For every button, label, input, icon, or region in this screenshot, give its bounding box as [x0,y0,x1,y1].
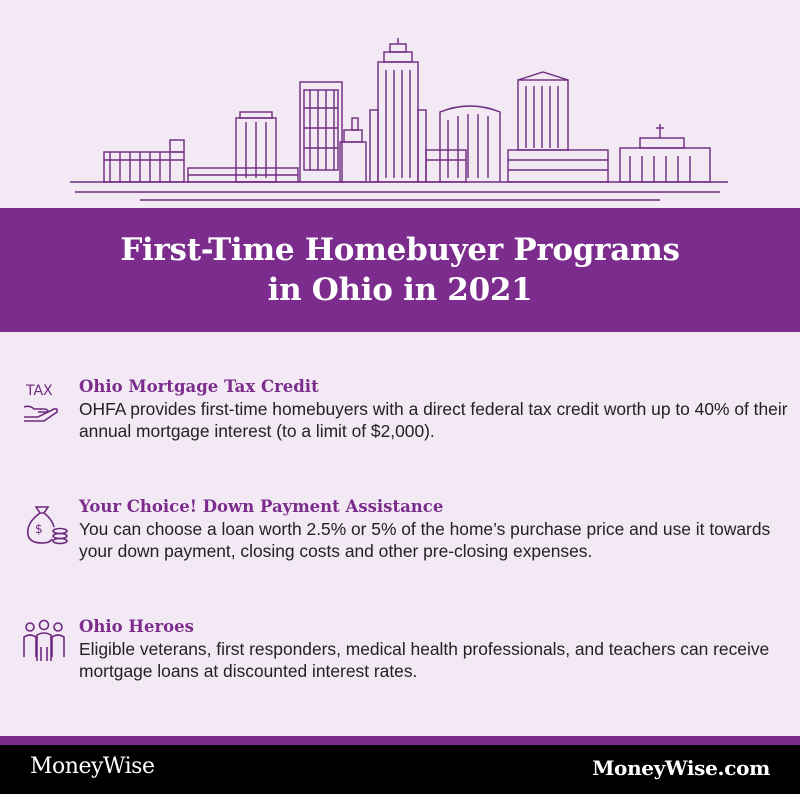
program-title: Your Choice! Down Payment Assistance [79,497,444,516]
tax-hand-icon [20,377,70,427]
footer-accent-rule [0,736,800,745]
people-group-icon [20,617,70,667]
svg-text:TAX: TAX [26,383,53,399]
program-description: You can choose a loan worth 2.5% or 5% of the home’s purchase price and use it towards your down payment, closing costs and other pre-closing expenses. [79,519,771,561]
city-skyline-illustration [0,0,800,208]
program-description: OHFA provides first-time homebuyers with a direct federal tax credit worth up to 40% of their annual mortgage interest (to a limit of $2,000). [79,399,788,441]
program-description: Eligible veterans, first responders, medical health professionals, and teachers can receive mortgage loans at discounted interest rates. [79,639,770,681]
program-title: Ohio Heroes [79,617,194,636]
title-banner [0,208,800,332]
footer [0,745,800,794]
page-title-line-1: First-Time Homebuyer Programs [120,232,680,268]
site-url[interactable]: MoneyWise.com [592,756,770,780]
program-title: Ohio Mortgage Tax Credit [79,377,319,396]
brand-logo: MoneyWise [30,754,155,779]
page-title-line-2: in Ohio in 2021 [267,272,533,308]
svg-text:$: $ [35,522,43,536]
money-bag-icon [20,497,70,547]
